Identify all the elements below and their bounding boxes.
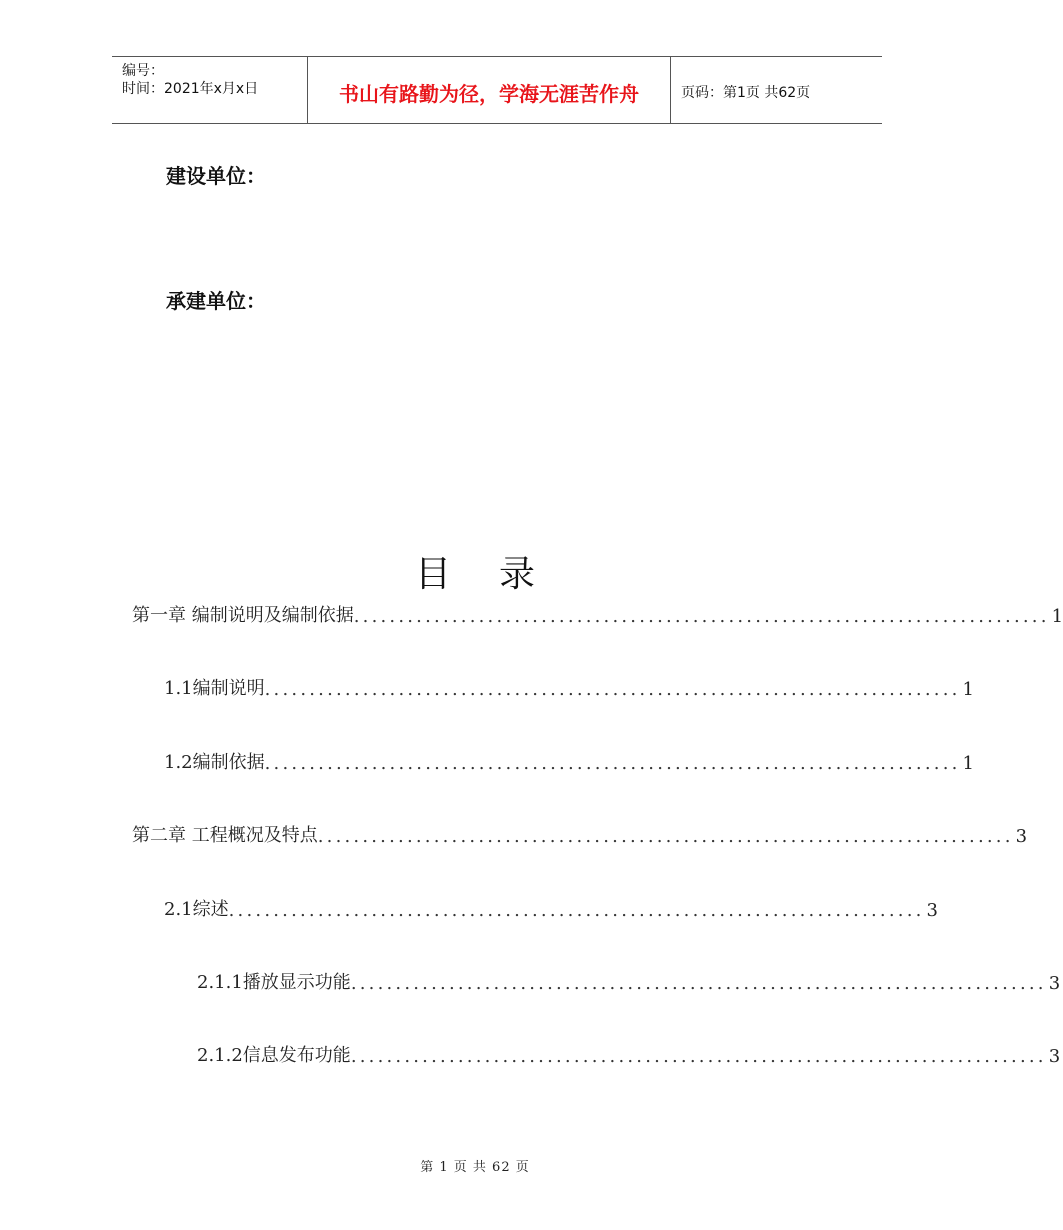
- toc-leader-dots: ..............................................................................: [264, 753, 961, 774]
- toc-entry-text: 1.2编制依据: [164, 752, 265, 773]
- toc-entry-page: 3: [1015, 826, 1028, 847]
- toc-entry-page: 1: [962, 753, 974, 774]
- toc-entry[interactable]: [132, 821, 1028, 847]
- construction-unit-label: 建设单位：: [166, 164, 266, 188]
- toc-entry-text: 2.1.1播放显示功能: [197, 972, 351, 993]
- time-label: 时间：2021年x月x日: [122, 81, 259, 97]
- page-header: [112, 56, 882, 124]
- toc-entry-text: 第一章 编制说明及编制依据: [132, 605, 354, 626]
- toc-entry-page: 3: [1048, 973, 1061, 994]
- toc-entry-text: 1.1编制说明: [164, 678, 265, 699]
- toc-leader-dots: ..............................................................................: [317, 826, 1014, 847]
- toc-leader-dots: ..............................................................................: [350, 973, 1047, 994]
- toc-title: 目录: [414, 554, 583, 595]
- toc-entry[interactable]: [197, 968, 1061, 994]
- toc-entry[interactable]: [197, 1041, 1061, 1067]
- toc-entry-page: 1: [1051, 606, 1063, 627]
- toc-leader-dots: ..............................................................................: [353, 606, 1050, 627]
- toc-leader-dots: ..............................................................................: [350, 1046, 1047, 1067]
- toc-entry-text: 第二章 工程概况及特点: [132, 825, 318, 846]
- toc-entry-text: 2.1.2信息发布功能: [197, 1045, 351, 1066]
- toc-entry[interactable]: [164, 674, 974, 700]
- header-page-cell: [671, 57, 882, 123]
- toc-entry-page: 3: [1048, 1046, 1061, 1067]
- header-motto-cell: [308, 57, 671, 123]
- toc-leader-dots: ..............................................................................: [228, 900, 925, 921]
- toc-entry[interactable]: [132, 601, 1063, 627]
- toc-leader-dots: ..............................................................................: [264, 679, 961, 700]
- toc-entry[interactable]: [164, 895, 938, 921]
- page-footer: 第 1 页 共 62 页: [420, 1160, 530, 1175]
- page-code: 页码：第1页 共62页: [681, 85, 811, 101]
- number-label: 编号：: [122, 63, 164, 79]
- toc-entry-text: 2.1综述: [164, 899, 229, 920]
- toc-entry[interactable]: [164, 748, 974, 774]
- toc-entry-page: 3: [926, 900, 938, 921]
- header-info-cell: [112, 57, 308, 123]
- toc-entry-page: 1: [962, 679, 974, 700]
- motto-text: 书山有路勤为径，学海无涯苦作舟: [339, 82, 639, 106]
- contractor-unit-label: 承建单位：: [166, 289, 266, 313]
